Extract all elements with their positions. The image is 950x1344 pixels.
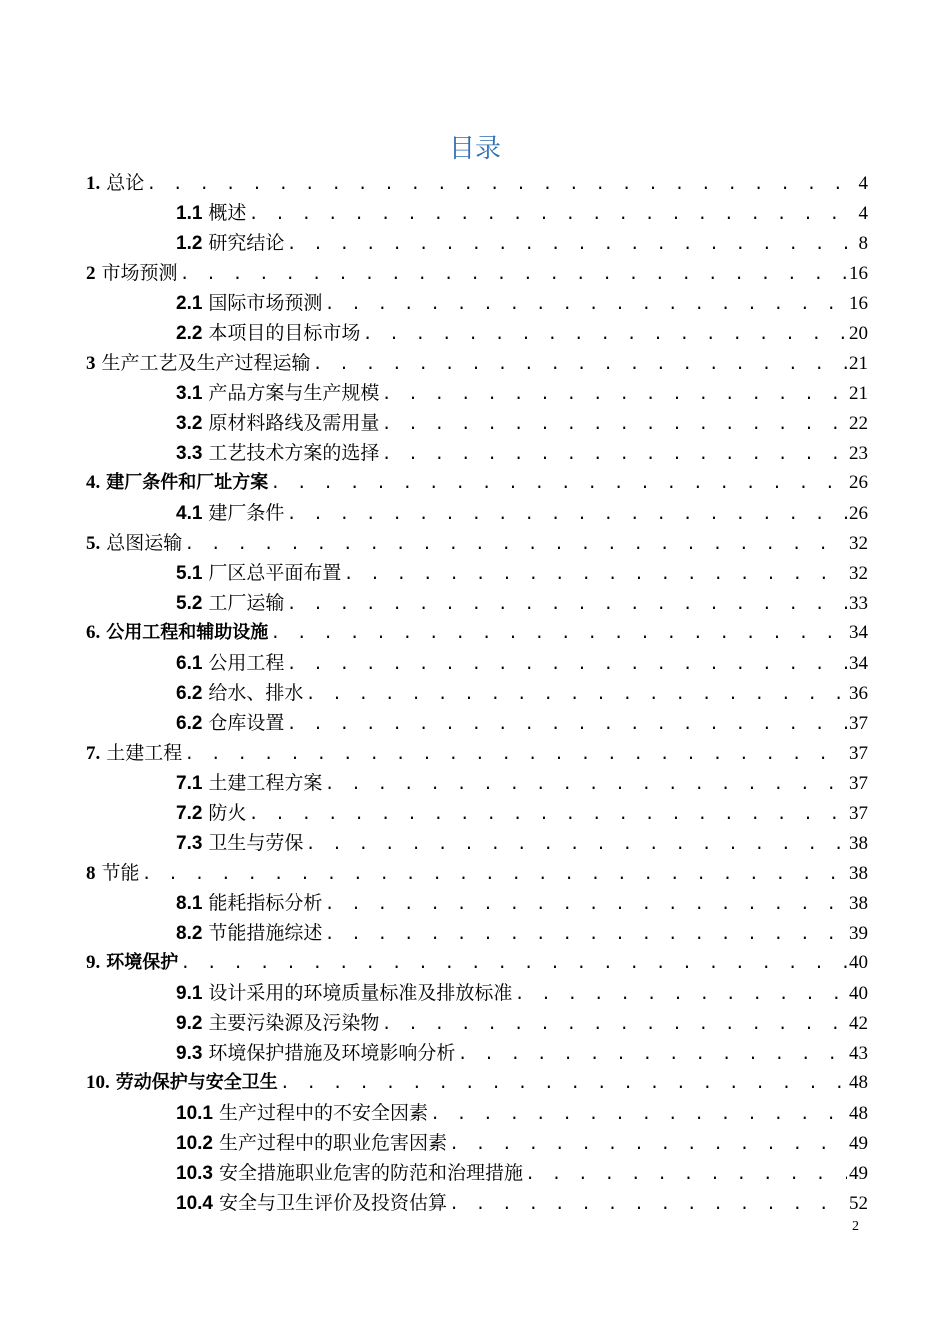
toc-entry[interactable] — [86, 528, 868, 558]
toc-entry[interactable] — [86, 168, 868, 198]
toc-entry-title: 工艺技术方案的选择 — [208, 442, 380, 464]
toc-entry[interactable] — [86, 858, 868, 888]
toc-entry-number: 5.1 — [176, 563, 203, 584]
toc-entry-number: 2.1 — [176, 293, 203, 314]
toc-entry[interactable] — [176, 228, 868, 258]
dot-leader — [286, 501, 847, 528]
dot-leader — [324, 921, 847, 948]
toc-entry-page: 16 — [849, 263, 868, 284]
toc-entry[interactable] — [86, 618, 868, 648]
toc-entry-page: 34 — [849, 653, 868, 674]
toc-entry-title: 防火 — [208, 802, 247, 824]
toc-entry-title: 国际市场预测 — [208, 292, 323, 314]
toc-entry[interactable] — [176, 588, 868, 618]
toc-entry-page: 22 — [849, 413, 868, 434]
toc-entry-title: 仓库设置 — [208, 712, 285, 734]
dot-leader — [324, 771, 847, 798]
toc-entry-page: 16 — [849, 293, 868, 314]
dot-leader — [324, 291, 847, 318]
toc-entry[interactable] — [86, 468, 868, 498]
toc-entry-page: 34 — [849, 622, 868, 643]
toc-entry[interactable] — [176, 558, 868, 588]
toc-entry-title: 公用工程和辅助设施 — [106, 622, 269, 643]
toc-entry-number: 7.2 — [176, 803, 203, 824]
toc-entry-page: 38 — [849, 863, 868, 884]
dot-leader — [381, 441, 847, 468]
toc-entry-number: 10.2 — [176, 1133, 213, 1154]
toc-entry-title: 安全措施职业危害的防范和治理措施 — [218, 1162, 523, 1184]
toc-entry-page: 32 — [849, 563, 868, 584]
dot-leader — [525, 1161, 847, 1188]
dot-leader — [280, 1070, 847, 1098]
toc-entry[interactable] — [86, 1068, 868, 1098]
toc-entry-number: 2.2 — [176, 323, 203, 344]
toc-entry-page: 37 — [849, 773, 868, 794]
toc-entry[interactable] — [176, 498, 868, 528]
toc-entry[interactable] — [176, 1098, 868, 1128]
toc-entry-page: 4 — [858, 203, 868, 224]
toc-entry-title: 产品方案与生产规模 — [208, 382, 380, 404]
toc-entry-number: 5.2 — [176, 593, 203, 614]
toc-entry-number: 3 — [86, 353, 96, 374]
toc-entry-title: 生产过程中的不安全因素 — [218, 1102, 428, 1124]
toc-entry[interactable] — [176, 708, 868, 738]
toc-entry-page: 23 — [849, 443, 868, 464]
dot-leader — [305, 681, 847, 708]
dot-leader — [305, 831, 847, 858]
toc-entry-number: 3.2 — [176, 413, 203, 434]
toc-entry-number: 8.2 — [176, 923, 203, 944]
toc-entry-title: 给水、排水 — [208, 682, 304, 704]
toc-entry[interactable] — [176, 378, 868, 408]
toc-entry-number: 10.4 — [176, 1193, 213, 1214]
toc-entry-title: 总论 — [106, 172, 145, 194]
toc-entry-number: 1.2 — [176, 233, 203, 254]
toc-entry-number: 9. — [86, 952, 101, 973]
toc-entry-number: 3.1 — [176, 383, 203, 404]
toc-entry-page: 42 — [849, 1013, 868, 1034]
toc-entry-number: 9.2 — [176, 1013, 203, 1034]
toc-entry-title: 设计采用的环境质量标准及排放标准 — [208, 982, 513, 1004]
toc-entry-page: 4 — [858, 173, 868, 194]
toc-entry-title: 劳动保护与安全卫生 — [115, 1072, 278, 1093]
toc-entry-title: 研究结论 — [208, 232, 285, 254]
dot-leader — [248, 201, 856, 228]
dot-leader — [381, 381, 847, 408]
toc-entry-number: 6.1 — [176, 653, 203, 674]
toc-entry[interactable] — [86, 258, 868, 288]
dot-leader — [362, 321, 847, 348]
dot-leader — [248, 801, 847, 828]
toc-entry-number: 5. — [86, 533, 101, 554]
toc-entry-title: 土建工程方案 — [208, 772, 323, 794]
toc-entry-number: 7. — [86, 743, 101, 764]
toc-entry-page: 36 — [849, 683, 868, 704]
dot-leader — [270, 470, 847, 498]
toc-entry-title: 节能措施综述 — [208, 922, 323, 944]
toc-entry-title: 建厂条件和厂址方案 — [106, 472, 269, 493]
dot-leader — [381, 411, 847, 438]
toc-entry-number: 2 — [86, 263, 96, 284]
toc-entry[interactable] — [176, 798, 868, 828]
toc-entry-number: 6.2 — [176, 713, 203, 734]
toc-entry[interactable] — [86, 348, 868, 378]
toc-entry-title: 安全与卫生评价及投资估算 — [218, 1192, 447, 1214]
toc-entry[interactable] — [86, 738, 868, 768]
toc-entry[interactable] — [176, 318, 868, 348]
toc-entry-page: 39 — [849, 923, 868, 944]
toc-entry-title: 环境保护 — [106, 952, 179, 973]
toc-entry-number: 10.1 — [176, 1103, 213, 1124]
toc-entry[interactable] — [176, 978, 868, 1008]
toc-entry-page: 37 — [849, 803, 868, 824]
toc-entry-page: 33 — [849, 593, 868, 614]
toc-entry-title: 市场预测 — [101, 262, 178, 284]
dot-leader — [449, 1131, 847, 1158]
toc-entry-title: 卫生与劳保 — [208, 832, 304, 854]
dot-leader — [184, 531, 847, 558]
dot-leader — [313, 351, 847, 378]
toc-entry-number: 4.1 — [176, 503, 203, 524]
toc-entry-title: 节能 — [101, 862, 140, 884]
toc-entry-number: 7.3 — [176, 833, 203, 854]
toc-entry-number: 3.3 — [176, 443, 203, 464]
toc-entry-title: 公用工程 — [208, 652, 285, 674]
toc-entry-number: 6.2 — [176, 683, 203, 704]
toc-entry-number: 8 — [86, 863, 96, 884]
toc-entry-title: 原材料路线及需用量 — [208, 412, 380, 434]
dot-leader — [286, 231, 856, 258]
toc-entry-number: 1. — [86, 173, 101, 194]
toc-entry[interactable] — [176, 1038, 868, 1068]
toc-entry-page: 38 — [849, 833, 868, 854]
dot-leader — [514, 981, 847, 1008]
toc-entry-number: 1.1 — [176, 203, 203, 224]
toc-entry-page: 26 — [849, 503, 868, 524]
toc-entry[interactable] — [176, 288, 868, 318]
toc-entry-number: 6. — [86, 622, 101, 643]
toc-entry-number: 9.1 — [176, 983, 203, 1004]
toc-entry[interactable] — [176, 1008, 868, 1038]
dot-leader — [146, 171, 856, 198]
toc-entry-page: 40 — [849, 952, 868, 973]
dot-leader — [457, 1041, 847, 1068]
toc-entry-page: 20 — [849, 323, 868, 344]
toc-entry-title: 主要污染源及污染物 — [208, 1012, 380, 1034]
toc-entry-page: 43 — [849, 1043, 868, 1064]
dot-leader — [324, 891, 847, 918]
dot-leader — [286, 591, 847, 618]
toc-entry-page: 48 — [849, 1072, 868, 1093]
toc-entry-page: 37 — [849, 743, 868, 764]
toc-entry-title: 厂区总平面布置 — [208, 562, 342, 584]
toc-entry[interactable] — [176, 1128, 868, 1158]
toc-entry-page: 21 — [849, 383, 868, 404]
toc-entry[interactable] — [176, 438, 868, 468]
toc-entry[interactable] — [176, 1188, 868, 1218]
toc-entry-page: 8 — [858, 233, 868, 254]
toc-entry[interactable] — [176, 198, 868, 228]
toc-entry-title: 总图运输 — [106, 532, 183, 554]
dot-leader — [180, 950, 847, 978]
dot-leader — [343, 561, 847, 588]
dot-leader — [381, 1011, 847, 1038]
toc-entry-title: 工厂运输 — [208, 592, 285, 614]
dot-leader — [142, 861, 847, 888]
toc-entry-title: 能耗指标分析 — [208, 892, 323, 914]
toc-entry-page: 26 — [849, 472, 868, 493]
toc-entry[interactable] — [176, 918, 868, 948]
dot-leader — [286, 711, 847, 738]
dot-leader — [184, 741, 847, 768]
toc-title: 目录 — [448, 134, 501, 164]
toc-entry-page: 21 — [849, 353, 868, 374]
dot-leader — [430, 1101, 847, 1128]
toc-entry-title: 生产过程中的职业危害因素 — [218, 1132, 447, 1154]
page-number: 2 — [852, 1219, 859, 1234]
toc-entry-page: 40 — [849, 983, 868, 1004]
toc-entry-page: 32 — [849, 533, 868, 554]
toc-entry[interactable] — [176, 828, 868, 858]
dot-leader — [286, 651, 847, 678]
toc-entry-page: 52 — [849, 1193, 868, 1214]
toc-entry-title: 本项目的目标市场 — [208, 322, 361, 344]
toc-entry-number: 10. — [86, 1072, 110, 1093]
toc-entry-page: 48 — [849, 1103, 868, 1124]
toc-entry-number: 8.1 — [176, 893, 203, 914]
toc-entry-page: 49 — [849, 1133, 868, 1154]
dot-leader — [270, 620, 847, 648]
toc-entry-number: 7.1 — [176, 773, 203, 794]
toc-entry-title: 概述 — [208, 202, 247, 224]
toc-entry-number: 10.3 — [176, 1163, 213, 1184]
toc-entry-page: 49 — [849, 1163, 868, 1184]
toc-entry-page: 37 — [849, 713, 868, 734]
toc-entry[interactable] — [176, 648, 868, 678]
toc-entry[interactable] — [176, 678, 868, 708]
toc-entry-page: 38 — [849, 893, 868, 914]
dot-leader — [449, 1191, 847, 1218]
toc-entry[interactable] — [176, 888, 868, 918]
toc-entry-title: 生产工艺及生产过程运输 — [101, 352, 311, 374]
toc-entry[interactable] — [86, 948, 868, 978]
dot-leader — [180, 261, 847, 288]
toc-entry-title: 建厂条件 — [208, 502, 285, 524]
toc-entry[interactable] — [176, 408, 868, 438]
toc-entry-title: 土建工程 — [106, 742, 183, 764]
toc-entry[interactable] — [176, 1158, 868, 1188]
toc-entry-title: 环境保护措施及环境影响分析 — [208, 1042, 456, 1064]
toc-entry-number: 4. — [86, 472, 101, 493]
toc-entry-number: 9.3 — [176, 1043, 203, 1064]
toc-entry[interactable] — [176, 768, 868, 798]
